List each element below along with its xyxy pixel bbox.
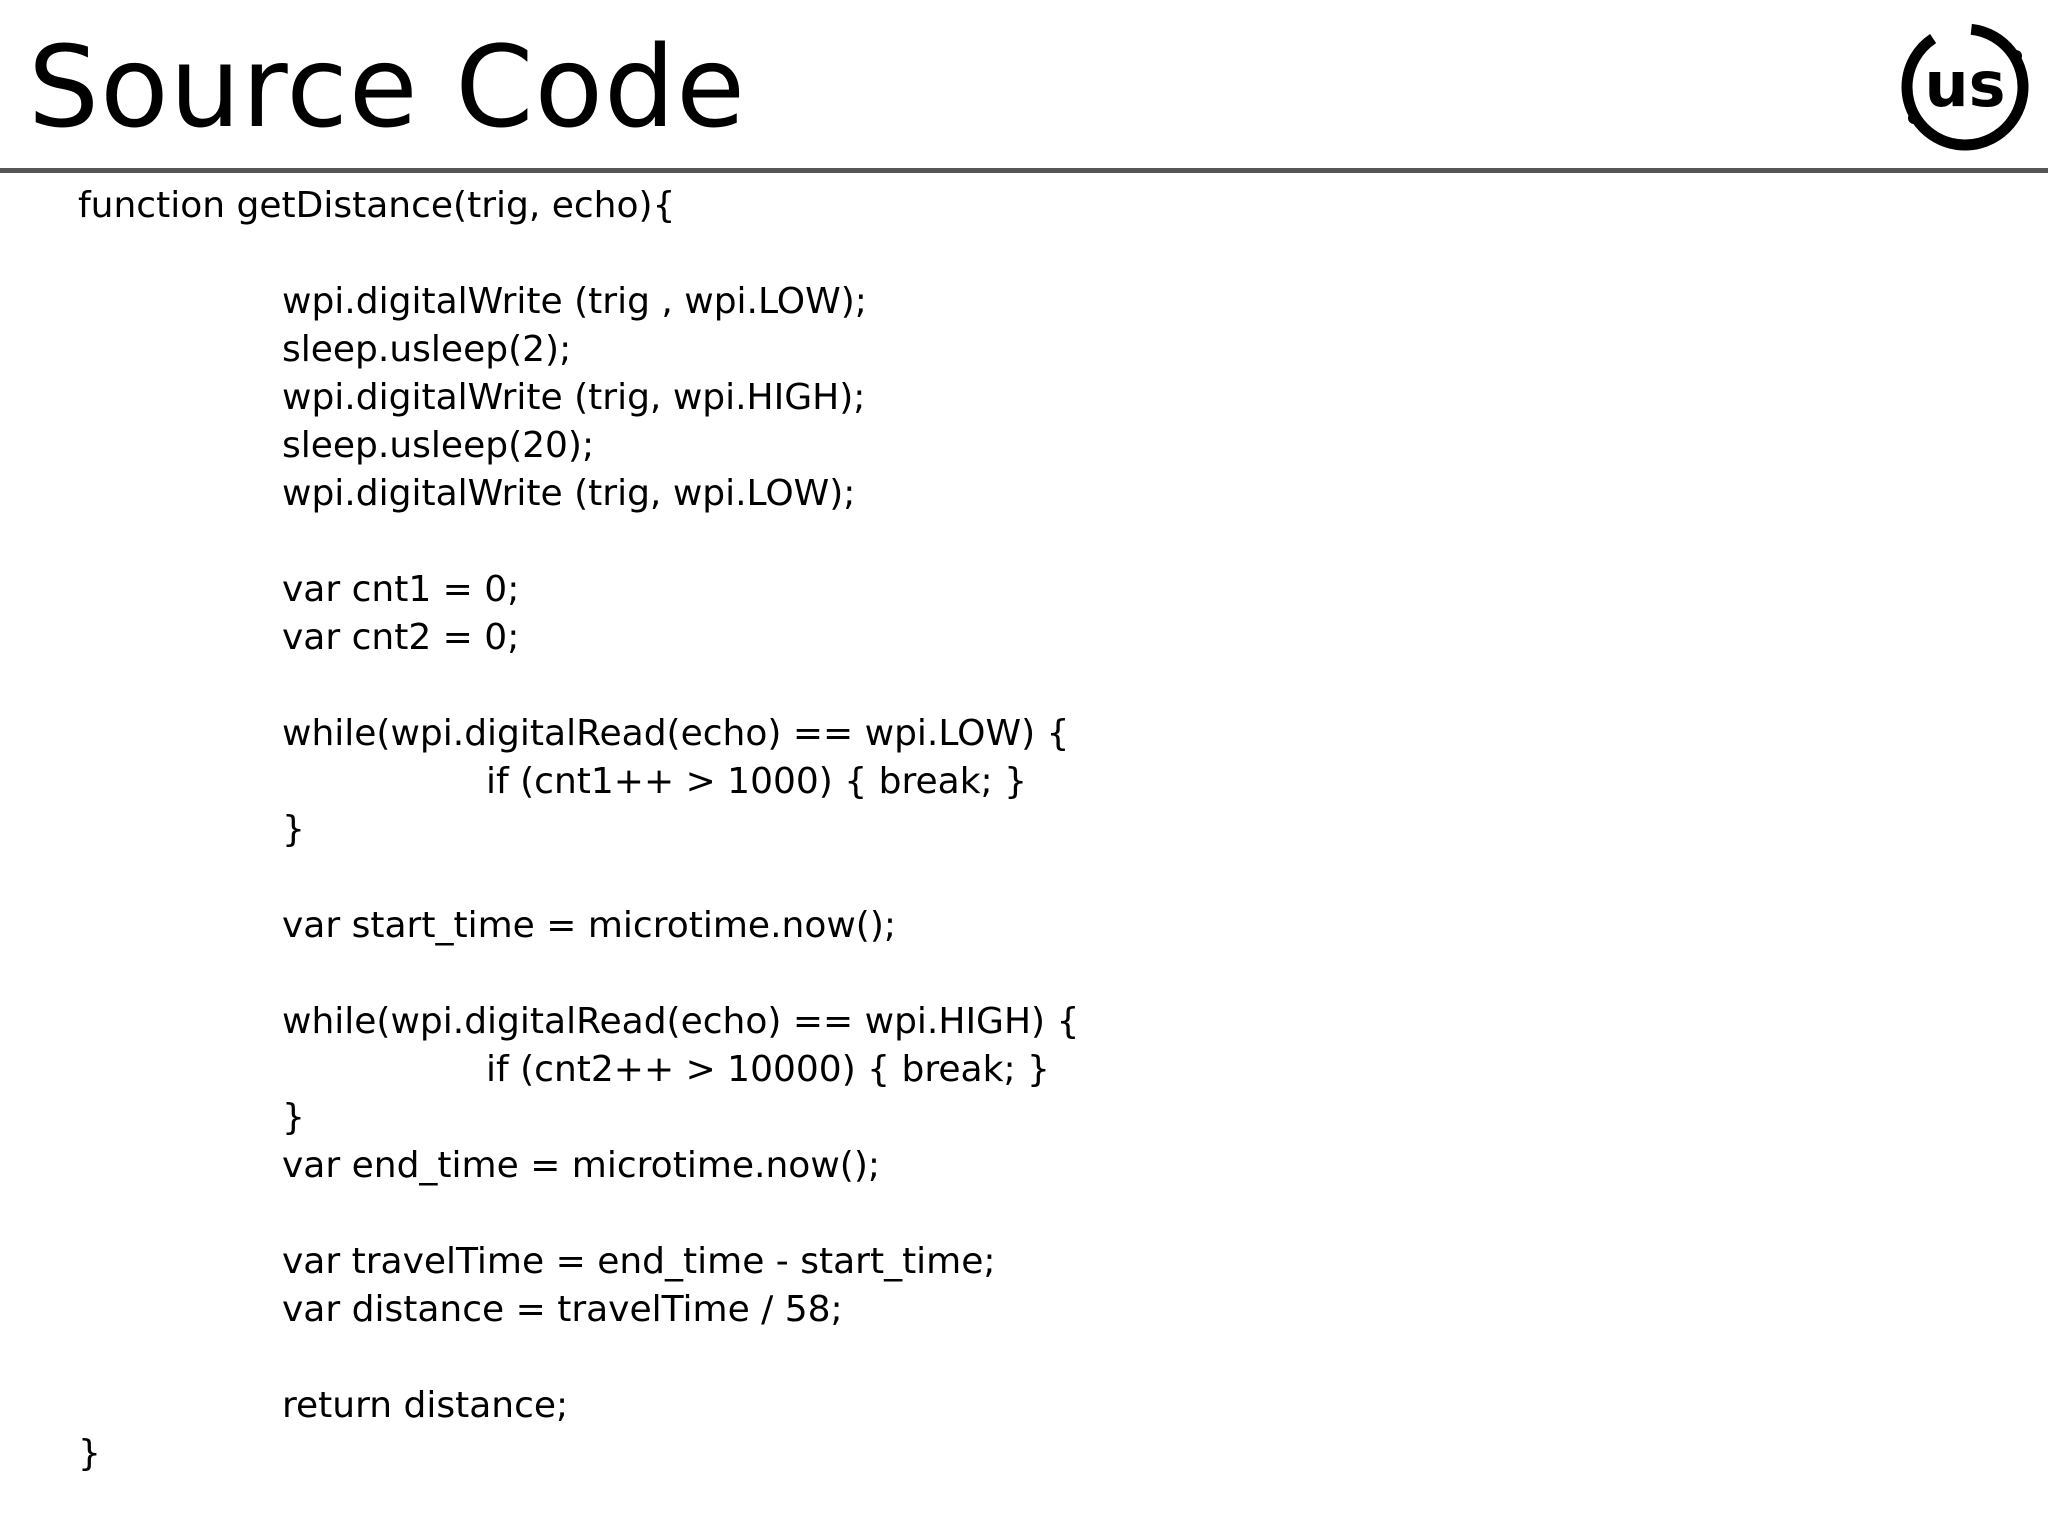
code-block: [78, 182, 1978, 1478]
code-line: function getDistance(trig, echo){: [78, 185, 676, 226]
code-line: while(wpi.digitalRead(echo) == wpi.HIGH) {: [282, 1001, 1080, 1042]
code-line: [78, 1334, 1978, 1382]
code-line: while(wpi.digitalRead(echo) == wpi.LOW) {: [282, 713, 1070, 754]
code-line: var cnt2 = 0;: [282, 617, 520, 658]
code-line: [78, 662, 1978, 710]
slide-title: Source Code: [28, 23, 746, 153]
code-line: [78, 950, 1978, 998]
code-line: return distance;: [282, 1385, 569, 1426]
code-line: var travelTime = end_time - start_time;: [282, 1241, 996, 1282]
code-line: [78, 230, 1978, 278]
code-line: }: [282, 809, 305, 850]
code-line: [78, 518, 1978, 566]
code-line: sleep.usleep(2);: [282, 329, 572, 370]
logo-text: us: [1924, 48, 2006, 121]
code-line: sleep.usleep(20);: [282, 425, 595, 466]
us-logo-icon: [1898, 20, 2032, 154]
code-line: if (cnt1++ > 1000) { break; }: [486, 761, 1028, 802]
code-line: var distance = travelTime / 58;: [282, 1289, 843, 1330]
code-line: }: [78, 1433, 101, 1474]
code-line: var start_time = microtime.now();: [282, 905, 897, 946]
code-line: var end_time = microtime.now();: [282, 1145, 880, 1186]
code-line: if (cnt2++ > 10000) { break; }: [486, 1049, 1050, 1090]
code-line: wpi.digitalWrite (trig, wpi.HIGH);: [282, 377, 866, 418]
code-line: [78, 854, 1978, 902]
code-line: }: [282, 1097, 305, 1138]
code-line: [78, 1190, 1978, 1238]
code-line: wpi.digitalWrite (trig , wpi.LOW);: [282, 281, 867, 322]
code-line: var cnt1 = 0;: [282, 569, 520, 610]
title-divider: [0, 168, 2048, 173]
code-line: wpi.digitalWrite (trig, wpi.LOW);: [282, 473, 856, 514]
